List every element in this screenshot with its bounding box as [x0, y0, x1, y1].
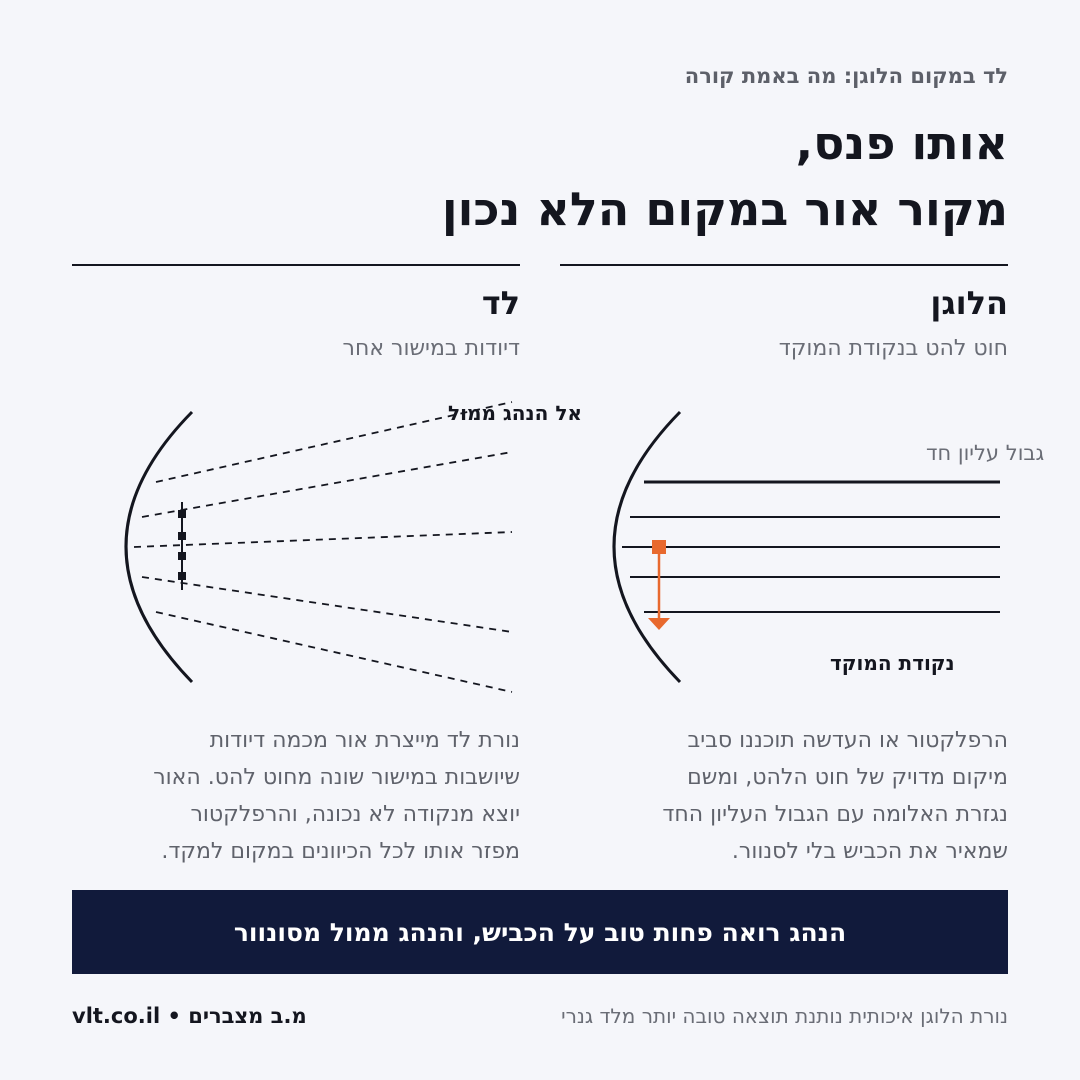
halogen-paragraph-line: מיקום מדויק של חוט הלהט, ומשם: [687, 765, 1008, 790]
halogen-diagram: [560, 400, 1045, 700]
scatter-ray: [134, 532, 512, 547]
led-paragraph-line: נורת לד מייצרת אור מכמה דיודות: [209, 728, 520, 753]
footer-brand: מ.ב מצברים • vlt.co.il: [72, 1004, 307, 1028]
led-paragraph-line: מפזר אותו לכל הכיוונים במקום למקד.: [161, 839, 520, 864]
eyebrow: לד במקום הלוגן: מה באמת קורה: [684, 64, 1008, 88]
led-title: לד: [481, 284, 520, 322]
title-line-2: מקור אור במקום הלא נכון: [441, 182, 1008, 236]
scatter-ray: [142, 452, 512, 517]
led-paragraph-line: שיושבות במישור שונה מחוט להט. האור: [153, 765, 520, 790]
halogen-paragraph-line: הרפלקטור או העדשה תוכננו סביב: [687, 728, 1008, 753]
led-paragraph-line: יוצא מנקודה לא נכונה, והרפלקטור: [190, 802, 520, 827]
scatter-ray: [142, 577, 512, 632]
focus-arrow-icon: [648, 618, 670, 630]
halogen-paragraph-line: שמאיר את הכביש בלי לסנוור.: [731, 839, 1008, 864]
conclusion-banner: הנהג רואה פחות טוב על הכביש, והנהג ממול מסונוור: [72, 890, 1008, 974]
glare-label: אל הנהג ממול: [448, 401, 582, 425]
led-divider: [72, 264, 520, 266]
scatter-ray: [156, 612, 512, 692]
page-title: [72, 110, 1008, 242]
focus-label: נקודת המוקד: [830, 651, 955, 675]
led-diode: [178, 532, 186, 540]
footer-note: נורת הלוגן איכותית נותנת תוצאה טובה יותר מלד גנרי: [561, 1004, 1008, 1028]
halogen-title: הלוגן: [930, 284, 1008, 322]
led-paragraph: [72, 722, 520, 870]
scattered-rays: [134, 402, 512, 692]
cutoff-label: גבול עליון חד: [926, 441, 1045, 465]
led-diode: [178, 552, 186, 560]
halogen-filament: [652, 540, 666, 554]
halogen-paragraph-line: נגזרת האלומה עם הגבול העליון החד: [662, 802, 1008, 827]
halogen-divider: [560, 264, 1008, 266]
halogen-subtitle: חוט להט בנקודת המוקד: [778, 336, 1008, 361]
led-subtitle: דיודות במישור אחר: [342, 336, 520, 361]
title-line-1: אותו פנס,: [795, 116, 1008, 170]
halogen-paragraph: [568, 722, 1008, 870]
led-diagram: [72, 390, 582, 710]
led-diode: [178, 510, 186, 518]
led-diode: [178, 572, 186, 580]
